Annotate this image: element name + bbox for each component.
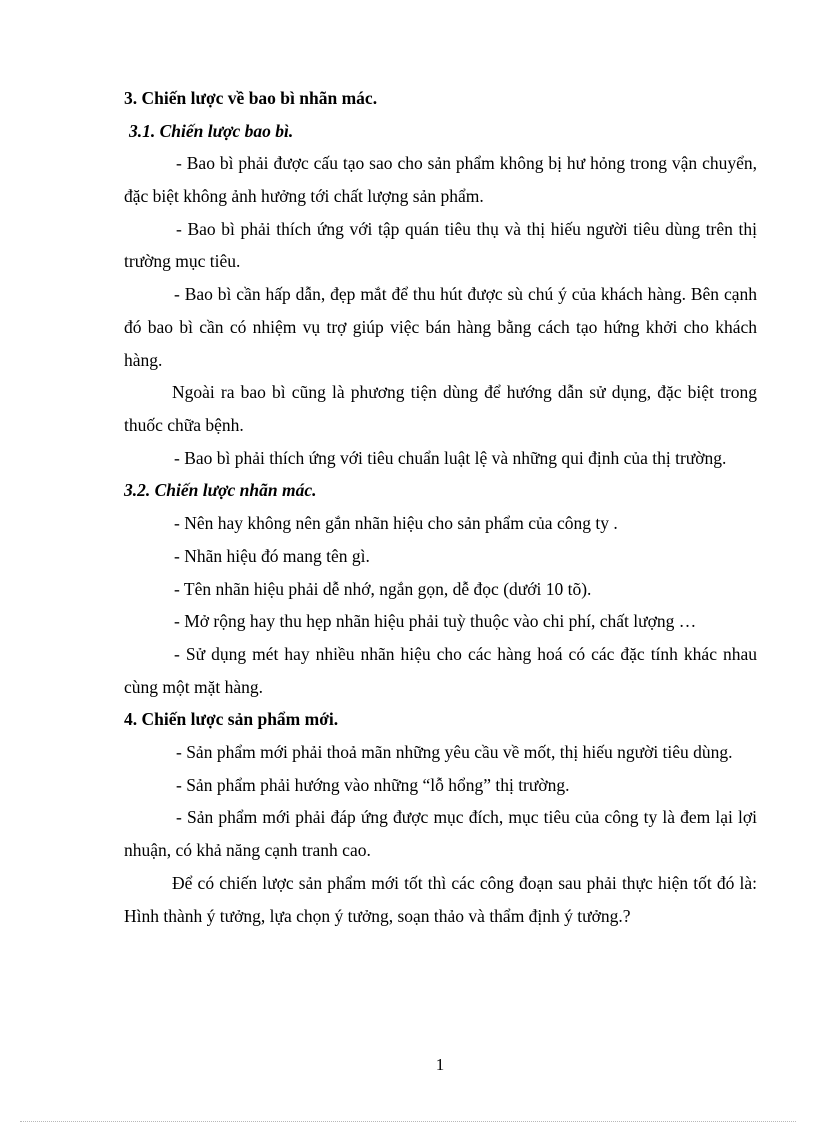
heading-section-3: 3. Chiến lược về bao bì nhãn mác. bbox=[124, 88, 378, 108]
heading-section-3-2: 3.2. Chiến lược nhãn mác. bbox=[124, 480, 317, 501]
paragraph: - Mở rộng hay thu hẹp nhãn hiệu phải tuỳ thuộc vào chi phí, chất lượng … bbox=[174, 611, 697, 632]
document-page bbox=[124, 82, 757, 932]
paragraph: Để có chiến lược sản phẩm mới tốt thì các công đoạn sau phải thực hiện tốt đó là: Hình thành ý tưởng, lựa chọn ý tưởng, soạn thảo và thẩm định ý tưởng.? bbox=[124, 872, 757, 926]
page-number: 1 bbox=[435, 1055, 445, 1074]
paragraph: Ngoài ra bao bì cũng là phương tiện dùng để hướng dẫn sử dụng, đặc biệt trong thuốc chữa bệnh. bbox=[124, 382, 757, 435]
paragraph: - Nhãn hiệu đó mang tên gì. bbox=[174, 545, 370, 566]
paragraph: - Tên nhãn hiệu phải dễ nhớ, ngắn gọn, dễ đọc (dưới 10 tõ). bbox=[174, 578, 592, 599]
paragraph: - Bao bì phải thích ứng với tập quán tiêu thụ và thị hiếu người tiêu dùng trên thị trường mục tiêu. bbox=[124, 218, 757, 272]
paragraph: - Bao bì phải được cấu tạo sao cho sản phẩm không bị hư hỏng trong vận chuyển, đặc biệt không ảnh hưởng tới chất lượng sản phẩm. bbox=[124, 153, 757, 207]
paragraph: - Sản phẩm mới phải thoả mãn những yêu cầu về mốt, thị hiếu người tiêu dùng. bbox=[176, 742, 733, 762]
heading-section-3-1: 3.1. Chiến lược bao bì. bbox=[129, 120, 294, 141]
paragraph: - Sản phẩm mới phải đáp ứng được mục đích, mục tiêu của công ty là đem lại lợi nhuận, có khả năng cạnh tranh cao. bbox=[124, 807, 757, 861]
paragraph: - Bao bì cần hấp dẫn, đẹp mắt để thu hút được sù chú ý của khách hàng. Bên cạnh đó bao bì cần có nhiệm vụ trợ giúp việc bán hàng bằng cách tạo hứng khởi cho khách hàng. bbox=[124, 284, 757, 370]
paragraph: - Sử dụng mét hay nhiều nhãn hiệu cho các hàng hoá có các đặc tính khác nhau cùng một mặt hàng. bbox=[124, 643, 757, 697]
heading-section-4: 4. Chiến lược sản phẩm mới. bbox=[124, 709, 339, 730]
paragraph: - Nên hay không nên gắn nhãn hiệu cho sản phẩm của công ty . bbox=[174, 513, 618, 534]
footer-divider bbox=[20, 1121, 796, 1122]
paragraph: - Sản phẩm phải hướng vào những “lỗ hổng” thị trường. bbox=[176, 774, 570, 795]
paragraph: - Bao bì phải thích ứng với tiêu chuẩn luật lệ và những qui định của thị trường. bbox=[174, 447, 727, 468]
